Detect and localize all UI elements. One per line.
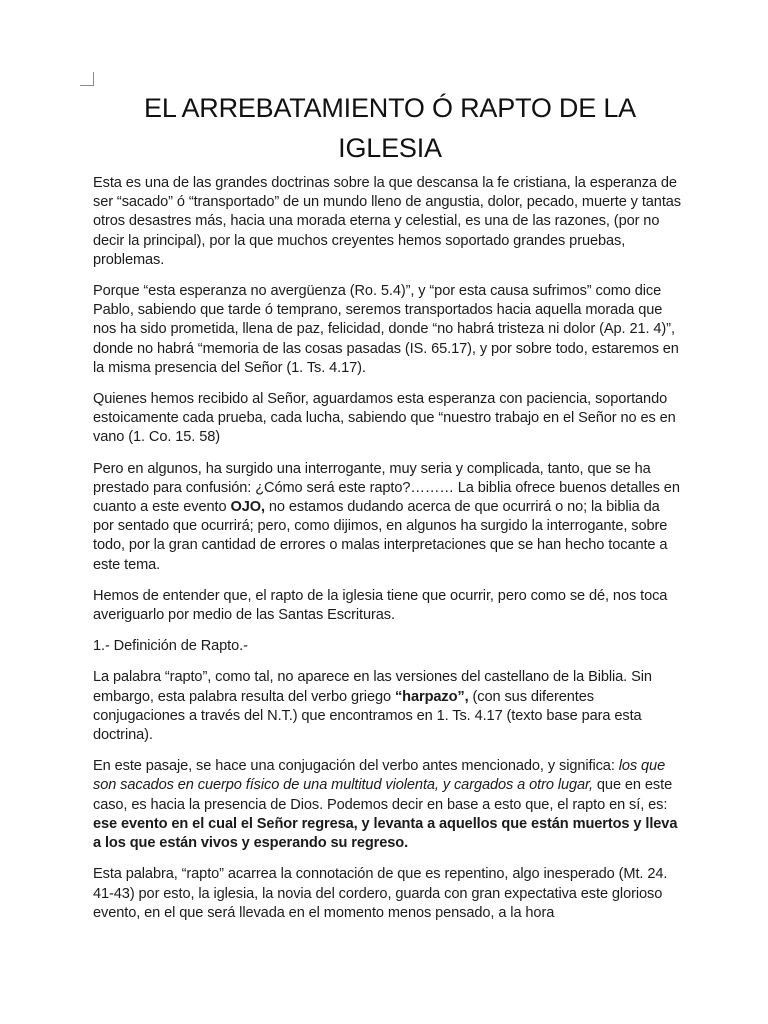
- document-title: EL ARREBATAMIENTO Ó RAPTO DE LA IGLESIA: [144, 93, 636, 163]
- paragraph: [93, 460, 683, 575]
- bold-text: ese evento en el cual el Señor regresa, y levanta a aquellos que están muertos y lleva a los que están vivos y esperando su regreso.: [93, 815, 678, 852]
- page-corner-marker: [80, 72, 94, 86]
- italic-text: los que son sacados en cuerpo físico de una multitud violenta, y cargados a otro lugar,: [93, 758, 666, 794]
- text-run: En este pasaje, se hace una conjugación del verbo antes mencionado, y significa:: [93, 758, 619, 775]
- paragraph: [93, 757, 683, 853]
- paragraph: Quienes hemos recibido al Señor, aguardamos esta esperanza con paciencia, soportando estoicamente cada prueba, cada lucha, sabiendo que “nuestro trabajo en el Señor no es en vano (1. Co. 15. 58): [93, 391, 676, 446]
- text-run: que en este caso, es hacia la presencia de Dios. Podemos decir en base a esto que, el rapto en sí, es:: [93, 777, 673, 813]
- paragraph: Porque “esta esperanza no avergüenza (Ro. 5.4)”, y “por esta causa sufrimos” como dice Pablo, sabiendo que tarde ó temprano, seremos transportados hacia aquella morada que nos ha sido prometida, llena de paz, felicidad, donde “no habrá tristeza ni dolor (Ap. 21. 4)”, donde no habrá “memoria de las cosas pasadas (IS. 65.17), y por sobre todo, estaremos en la misma presencia del Señor (1. Ts. 4.17).: [93, 283, 679, 376]
- text-run: no estamos dudando acerca de que ocurrirá o no; la biblia da por sentado que ocurrirá; pero, como dijimos, en algunos ha surgido la interrogante, sobre todo, por la gran cantidad de errores o malas interpretaciones que se han hecho tocante a este tema.: [93, 499, 668, 573]
- document-body: [93, 174, 683, 935]
- text-run: Pero en algunos, ha surgido una interrogante, muy seria y complicada, tanto, que se ha prestado para confusión: ¿Cómo será este rapto?……… La biblia ofrece buenos detalles en cuanto a este evento: [93, 460, 680, 516]
- text-run: (con sus diferentes conjugaciones a través del N.T.) que encontramos en 1. Ts. 4.17 (texto base para esta doctrina).: [93, 688, 642, 744]
- paragraph: Esta palabra, “rapto” acarrea la connotación de que es repentino, algo inesperado (Mt. 24. 41-43) por esto, la iglesia, la novia del cordero, guarda con gran expectativa este glorioso evento, en el que será llevada en el momento menos pensado, a la hora: [93, 866, 668, 921]
- paragraph: Esta es una de las grandes doctrinas sobre la que descansa la fe cristiana, la esperanza de ser “sacado” ó “transportado” de un mundo lleno de angustia, dolor, pecado, muerte y tantas otros desastres más, hacia una morada eterna y celestial, es una de las razones, (por no decir la principal), por la que muchos creyentes hemos soportado grandes pruebas, problemas.: [93, 175, 681, 268]
- text-run: La palabra “rapto”, como tal, no aparece en las versiones del castellano de la Biblia. Sin embargo, esta palabra resulta del verbo griego: [93, 669, 652, 705]
- section-heading: 1.- Definición de Rapto.-: [93, 638, 248, 655]
- bold-text: “harpazo”,: [394, 688, 469, 705]
- paragraph: [93, 668, 683, 745]
- bold-text: OJO,: [230, 499, 265, 516]
- paragraph: Hemos de entender que, el rapto de la iglesia tiene que ocurrir, pero como se dé, nos toca averiguarlo por medio de las Santas Escrituras.: [93, 587, 668, 624]
